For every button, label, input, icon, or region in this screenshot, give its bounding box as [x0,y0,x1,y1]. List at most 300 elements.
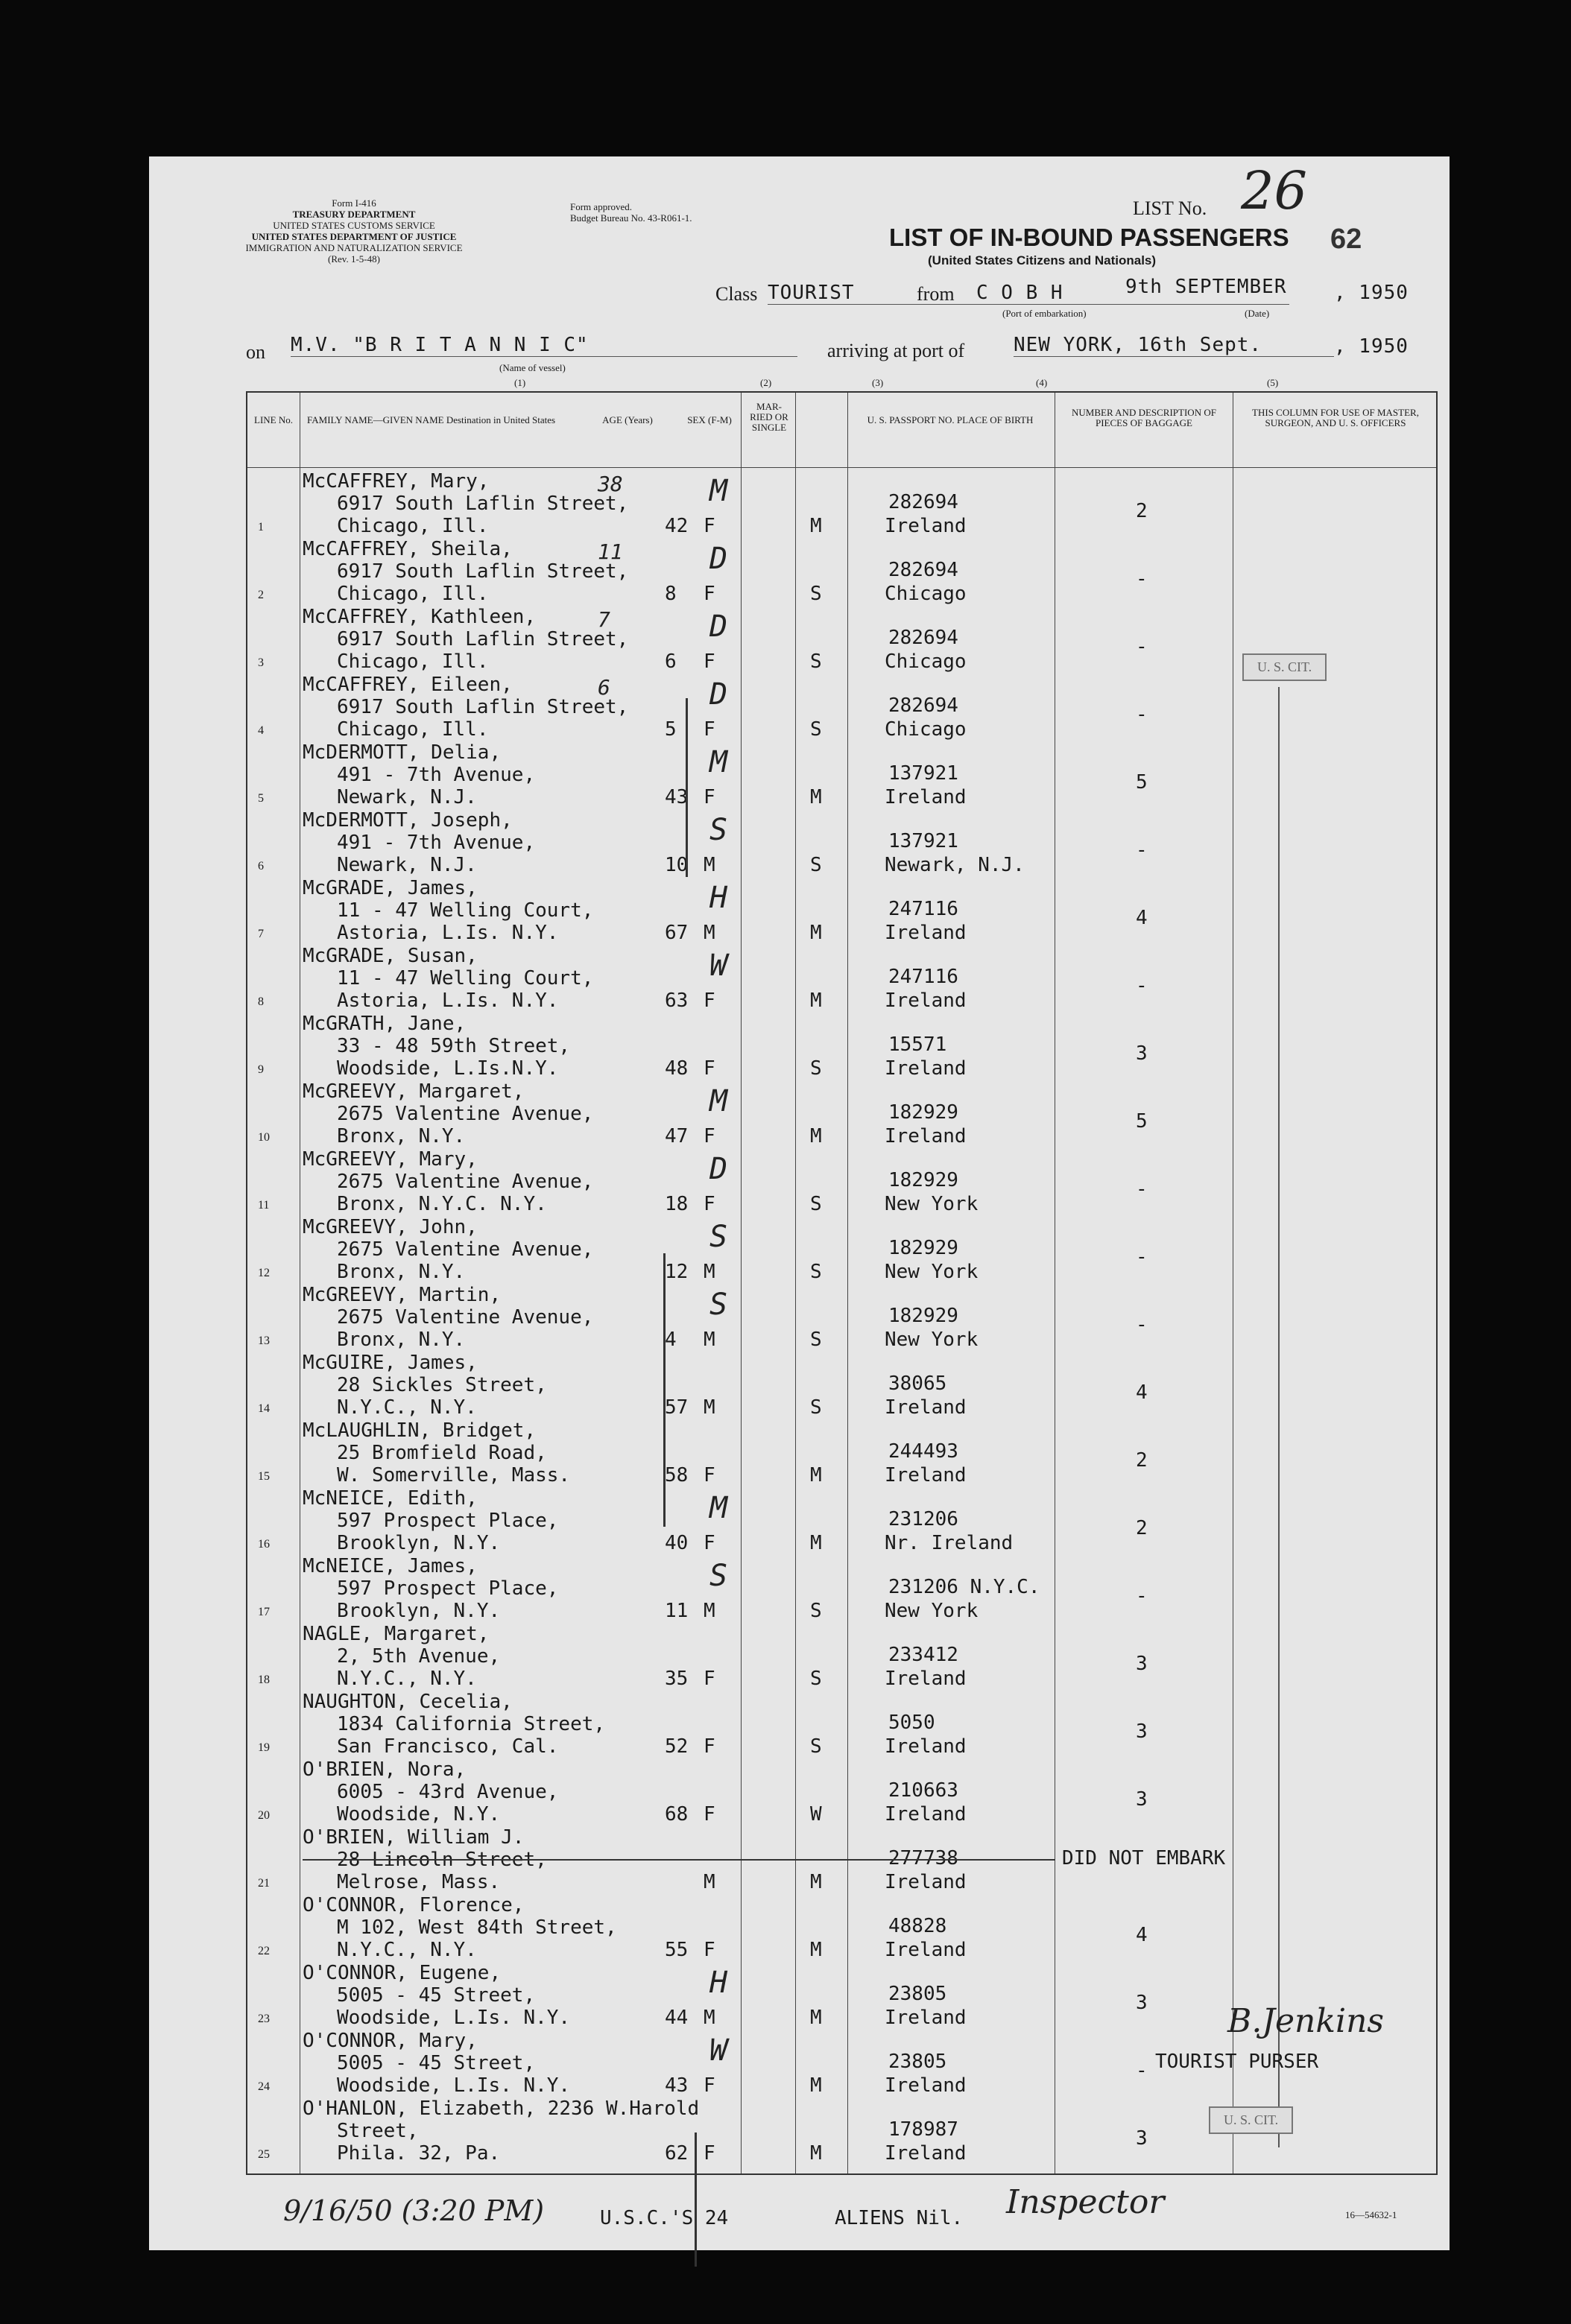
baggage-count: DID NOT EMBARK [1062,1847,1226,1869]
page-subtitle: (United States Citizens and Nationals) [928,253,1157,267]
place-of-birth: Ireland [885,1668,967,1690]
handwritten-relation: D [709,542,728,576]
passport-number: 277738 [888,1847,958,1869]
passenger-name: O'CONNOR, Florence, [303,1894,525,1916]
baggage-count: 5 [1136,1110,1148,1133]
baggage-count: 3 [1136,2127,1148,2150]
passenger-age: 62 [665,2142,689,2165]
passenger-age: 67 [665,922,689,944]
baggage-count: 2 [1136,1517,1148,1539]
marital-status: S [810,854,822,876]
budget-bureau: Budget Bureau No. 43-R061-1. [570,212,692,224]
marital-status: M [810,1125,822,1147]
col-header-officers: THIS COLUMN FOR USE OF MASTER, SURGEON, AND U. S. OFFICERS [1252,407,1419,428]
destination-city: Newark, N.J. [337,786,477,808]
passenger-age: 43 [665,786,689,808]
passport-number: 137921 [888,830,958,852]
marital-status: S [810,1057,822,1080]
passenger-sex: M [704,1600,715,1622]
handwritten-relation: H [709,1966,728,2000]
destination-street: 6917 South Laflin Street, [337,560,629,583]
passenger-sex: F [704,2142,715,2165]
marital-status: S [810,1735,822,1758]
table-row [247,809,1436,877]
table-row [247,538,1436,606]
destination-city: Phila. 32, Pa. [337,2142,501,2165]
passport-number: 38065 [888,1372,947,1395]
passenger-name: McGREEVY, John, [303,1216,478,1238]
place-of-birth: New York [885,1193,979,1215]
arriving-label: arriving at port of [827,340,965,361]
destination-street: 33 - 48 59th Street, [337,1035,571,1057]
embark-year: , 1950 [1334,282,1409,304]
passenger-age: 8 [665,583,677,605]
destination-city: Woodside, N.Y. [337,1803,501,1826]
dept-treasury: TREASURY DEPARTMENT [292,209,416,220]
destination-street: 6917 South Laflin Street, [337,696,629,718]
passport-number: 210663 [888,1779,958,1802]
passport-number: 48828 [888,1915,947,1937]
passenger-sex: F [704,583,715,605]
line-number: 7 [258,928,264,940]
baggage-count: 2 [1136,500,1148,522]
destination-street: 2675 Valentine Avenue, [337,1171,594,1193]
passport-number: 182929 [888,1237,958,1259]
handwritten-relation: S [709,1559,728,1593]
destination-city: San Francisco, Cal. [337,1735,559,1758]
col-number: (5) [1267,377,1279,388]
place-of-birth: Chicago [885,650,967,673]
place-of-birth: Newark, N.J. [885,854,1025,876]
passenger-sex: F [704,990,715,1012]
line-number: 4 [258,724,264,737]
destination-street: 2, 5th Avenue, [337,1645,501,1668]
line-number: 1 [258,521,264,533]
handwritten-age: 7 [598,607,610,632]
table-row [247,1758,1436,1826]
place-of-birth: Ireland [885,1464,967,1486]
baggage-count: 3 [1136,1042,1148,1065]
passenger-age: 43 [665,2074,689,2097]
destination-city: Astoria, L.Is. N.Y. [337,990,559,1012]
destination-city: W. Somerville, Mass. [337,1464,571,1486]
table-row [247,1080,1436,1148]
passenger-name: O'CONNOR, Eugene, [303,1962,502,1984]
inspector-signature: Inspector [1006,2183,1165,2221]
marital-status: S [810,1668,822,1690]
place-of-birth: Ireland [885,990,967,1012]
passenger-sex: M [704,2007,715,2029]
baggage-count: - [1136,1314,1148,1336]
passenger-age: 57 [665,1396,689,1419]
passenger-age: 6 [665,650,677,673]
destination-street: 25 Bromfield Road, [337,1442,547,1464]
line-number: 11 [258,1199,270,1212]
destination-city: Brooklyn, N.Y. [337,1532,501,1554]
destination-city: Melrose, Mass. [337,1871,501,1893]
marital-status: S [810,1261,822,1283]
inspection-date: 9/16/50 (3:20 PM) [283,2194,545,2227]
strikethrough-line [303,1859,1055,1861]
line-number: 8 [258,995,264,1008]
passenger-age: 55 [665,1939,689,1961]
passenger-name: O'BRIEN, Nora, [303,1758,467,1781]
destination-street: 11 - 47 Welling Court, [337,967,594,990]
passenger-sex: F [704,1735,715,1758]
passport-number: 137921 [888,762,958,785]
line-number: 9 [258,1063,264,1076]
line-number: 25 [258,2148,270,2161]
baggage-count: 3 [1136,1788,1148,1811]
col-number: (3) [872,377,884,388]
us-citizen-stamp: U. S. CIT. [1242,653,1327,681]
passport-number: 244493 [888,1440,958,1463]
table-row [247,1216,1436,1284]
destination-city: Newark, N.J. [337,854,477,876]
marital-status: M [810,1939,822,1961]
destination-city: Chicago, Ill. [337,515,489,537]
list-no-value: 26 [1241,160,1308,221]
col-header-line: LINE No. [254,414,293,425]
passenger-name: McGREEVY, Margaret, [303,1080,525,1103]
passenger-name: McCAFFREY, Sheila, [303,538,513,560]
passenger-sex: M [704,1871,715,1893]
destination-street: 491 - 7th Avenue, [337,764,536,786]
passenger-sex: M [704,1261,715,1283]
col-number: (2) [760,377,772,388]
list-no-label: LIST No. [1133,197,1207,219]
place-of-birth: Ireland [885,1125,967,1147]
passenger-sex: F [704,1939,715,1961]
arrival-port-date: NEW YORK, 16th Sept. [1014,334,1334,357]
place-of-birth: Ireland [885,2142,967,2165]
baggage-count: - [1136,1585,1148,1607]
passenger-name: McNEICE, Edith, [303,1487,478,1510]
form-revision: (Rev. 1-5-48) [328,253,380,265]
marital-status: M [810,2007,822,2029]
handwritten-relation: D [709,677,728,712]
form-number: Form I-416 [332,197,376,209]
baggage-count: 5 [1136,771,1148,794]
purser-title: TOURIST PURSER [1155,2051,1319,2073]
handwritten-age: 38 [598,472,623,496]
destination-street: 11 - 47 Welling Court, [337,899,594,922]
table-row [247,1487,1436,1555]
line-number: 14 [258,1402,270,1415]
baggage-count: 4 [1136,907,1148,929]
vessel-name: M.V. "B R I T A N N I C" [291,334,797,357]
passenger-sex: F [704,650,715,673]
passport-number: 282694 [888,694,958,717]
passenger-age: 12 [665,1261,689,1283]
destination-city: Bronx, N.Y. [337,1329,466,1351]
col-header-baggage: NUMBER AND DESCRIPTION OF PIECES OF BAGGAGE [1072,407,1216,428]
baggage-count: - [1136,568,1148,590]
place-of-birth: Ireland [885,2074,967,2097]
line-number: 16 [258,1538,270,1551]
passenger-age: 35 [665,1668,689,1690]
table-row [247,1826,1436,1894]
passenger-age: 5 [665,718,677,741]
passenger-sex: F [704,718,715,741]
form-approval-block [570,201,692,224]
place-of-birth: Ireland [885,922,967,944]
destination-street: M 102, West 84th Street, [337,1916,617,1939]
col-header-passport: U. S. PASSPORT NO. PLACE OF BIRTH [867,414,1034,425]
passport-number: 247116 [888,898,958,920]
passenger-name: McGREEVY, Mary, [303,1148,478,1171]
destination-city: N.Y.C., N.Y. [337,1939,477,1961]
handwritten-relation: S [709,1288,728,1322]
baggage-count: - [1136,839,1148,861]
marital-status: W [810,1803,822,1826]
passenger-sex: M [704,1329,715,1351]
col-number: (1) [514,377,526,388]
table-row [247,877,1436,945]
from-label: from [917,283,955,305]
passenger-name: NAGLE, Margaret, [303,1623,490,1645]
table-row [247,741,1436,809]
marital-status: M [810,515,822,537]
passenger-name: McNEICE, James, [303,1555,478,1577]
baggage-count: - [1136,1246,1148,1268]
passenger-sex: M [704,922,715,944]
passenger-age: 11 [665,1600,689,1622]
passport-number: 23805 [888,2051,947,2073]
passport-number: 282694 [888,627,958,649]
passenger-sex: F [704,1532,715,1554]
passenger-age: 52 [665,1735,689,1758]
passenger-name: McCAFFREY, Kathleen, [303,606,537,628]
col-header-age: AGE (Years) [602,414,653,425]
marital-status: S [810,650,822,673]
passport-number: 23805 [888,1983,947,2005]
destination-street: 2675 Valentine Avenue, [337,1306,594,1329]
destination-city: Woodside, L.Is. N.Y. [337,2007,571,2029]
marital-status: S [810,583,822,605]
arrival-year: , 1950 [1334,335,1409,358]
page-title: LIST OF IN-BOUND PASSENGERS [889,224,1289,251]
passenger-name: McGRATH, Jane, [303,1013,467,1035]
passenger-sex: F [704,1464,715,1486]
table-row [247,1419,1436,1487]
passenger-sex: F [704,786,715,808]
destination-city: Chicago, Ill. [337,650,489,673]
table-row [247,1148,1436,1216]
class-value: TOURIST [768,282,1028,305]
marital-status: M [810,1464,822,1486]
passenger-age: 4 [665,1329,677,1351]
col-header-married: MAR-RIED OR SINGLE [750,401,788,433]
destination-street: 2675 Valentine Avenue, [337,1238,594,1261]
line-number: 23 [258,2013,270,2025]
marital-status: S [810,1600,822,1622]
marital-status: M [810,922,822,944]
line-number: 5 [258,792,264,805]
passenger-name: O'HANLON, Elizabeth, 2236 W.Harold [303,2097,700,2120]
handwritten-relation: M [709,474,728,508]
passenger-name: McLAUGHLIN, Bridget, [303,1419,537,1442]
line-number: 6 [258,860,264,873]
handwritten-relation: M [709,1084,728,1118]
table-row [247,1284,1436,1352]
baggage-count: - [1136,975,1148,997]
handwritten-age: 11 [598,539,623,564]
passenger-name: McCAFFREY, Eileen, [303,674,513,696]
baggage-count: 4 [1136,1924,1148,1946]
passenger-age: 58 [665,1464,689,1486]
passport-number: 182929 [888,1101,958,1124]
marital-status: M [810,990,822,1012]
form-code: 16—54632-1 [1345,2209,1397,2220]
place-of-birth: Ireland [885,1396,967,1419]
place-of-birth: Nr. Ireland [885,1532,1014,1554]
passenger-age: 63 [665,990,689,1012]
destination-street: Street, [337,2120,419,2142]
baggage-count: 3 [1136,1653,1148,1675]
place-of-birth: Ireland [885,1735,967,1758]
passenger-name: McGREEVY, Martin, [303,1284,502,1306]
us-citizen-stamp: U. S. CIT. [1209,2106,1293,2134]
passenger-name: McCAFFREY, Mary, [303,470,490,493]
table-row [247,470,1436,538]
passport-number: 5050 [888,1712,935,1734]
usc-count: U.S.C.'S 24 [600,2207,729,2229]
passenger-age: 18 [665,1193,689,1215]
class-label: Class [715,283,758,305]
passenger-sex: F [704,1193,715,1215]
passenger-age: 48 [665,1057,689,1080]
table-row [247,1352,1436,1419]
place-of-birth: Chicago [885,718,967,741]
handwritten-relation: D [709,1152,728,1186]
marital-status: S [810,1193,822,1215]
passport-number: 282694 [888,491,958,513]
line-number: 13 [258,1334,270,1347]
passport-number: 182929 [888,1305,958,1327]
dept-immigration: IMMIGRATION AND NATURALIZATION SERVICE [245,242,463,253]
destination-city: Bronx, N.Y.C. N.Y. [337,1193,547,1215]
purser-signature: B.Jenkins [1227,2002,1384,2040]
destination-street: 6917 South Laflin Street, [337,493,629,515]
baggage-count: 3 [1136,1992,1148,2014]
destination-street: 5005 - 45 Street, [337,2052,536,2074]
baggage-count: - [1136,1178,1148,1200]
place-of-birth: Ireland [885,1939,967,1961]
passport-number: 178987 [888,2118,958,2141]
place-of-birth: Chicago [885,583,967,605]
handwritten-relation: H [709,881,728,915]
col-header-name: FAMILY NAME—GIVEN NAME Destination in United States [307,414,556,425]
table-row [247,945,1436,1013]
marital-status: S [810,1329,822,1351]
col-header-sex: SEX (F-M) [687,414,732,425]
marital-status: S [810,718,822,741]
destination-city: N.Y.C., N.Y. [337,1668,477,1690]
destination-street: 6917 South Laflin Street, [337,628,629,650]
col-number: (4) [1036,377,1048,388]
passenger-sex: F [704,2074,715,2097]
passport-number: 231206 N.Y.C. [888,1576,1040,1598]
line-number: 3 [258,656,264,669]
handwritten-relation: D [709,610,728,644]
table-row [247,674,1436,741]
line-number: 2 [258,589,264,601]
place-of-birth: New York [885,1329,979,1351]
passenger-sex: F [704,515,715,537]
destination-city: Chicago, Ill. [337,583,489,605]
handwritten-relation: S [709,813,728,847]
passenger-table [246,391,1438,2175]
handwritten-relation: W [709,949,728,983]
table-row [247,1894,1436,1962]
passenger-sex: M [704,1396,715,1419]
place-of-birth: New York [885,1261,979,1283]
destination-city: N.Y.C., N.Y. [337,1396,477,1419]
passport-number: 247116 [888,966,958,988]
destination-street: 2675 Valentine Avenue, [337,1103,594,1125]
place-of-birth: New York [885,1600,979,1622]
passenger-name: McGRADE, James, [303,877,478,899]
baggage-count: - [1136,703,1148,726]
destination-street: 28 Sickles Street, [337,1374,547,1396]
dept-justice: UNITED STATES DEPARTMENT OF JUSTICE [251,231,457,242]
place-of-birth: Ireland [885,1803,967,1826]
passport-number: 15571 [888,1033,947,1056]
line-number: 12 [258,1267,270,1279]
marital-status: M [810,1871,822,1893]
passport-number: 182929 [888,1169,958,1191]
passenger-age: 68 [665,1803,689,1826]
handwritten-age: 6 [598,675,610,700]
handwritten-relation: W [709,2033,728,2068]
aliens-count: ALIENS Nil. [835,2207,964,2229]
baggage-count: - [1136,636,1148,658]
destination-city: Bronx, N.Y. [337,1125,466,1147]
destination-street: 597 Prospect Place, [337,1577,559,1600]
passenger-sex: F [704,1125,715,1147]
passenger-age: 42 [665,515,689,537]
destination-city: Woodside, L.Is.N.Y. [337,1057,559,1080]
destination-city: Astoria, L.Is. N.Y. [337,922,559,944]
passenger-name: NAUGHTON, Cecelia, [303,1691,513,1713]
destination-street: 6005 - 43rd Avenue, [337,1781,559,1803]
passenger-list-page [149,156,1450,2250]
baggage-count: 2 [1136,1449,1148,1472]
destination-street: 28 Lincoln Street, [337,1849,547,1871]
marital-status: M [810,1532,822,1554]
embark-caption: (Port of embarkation) [1002,308,1087,319]
marital-status: M [810,2142,822,2165]
table-row [247,1555,1436,1623]
destination-street: 597 Prospect Place, [337,1510,559,1532]
passenger-name: O'CONNOR, Mary, [303,2030,478,2052]
destination-city: Brooklyn, N.Y. [337,1600,501,1622]
place-of-birth: Ireland [885,1871,967,1893]
line-number: 10 [258,1131,270,1144]
destination-street: 1834 California Street, [337,1713,606,1735]
line-number: 24 [258,2080,270,2093]
passenger-age: 44 [665,2007,689,2029]
destination-city: Chicago, Ill. [337,718,489,741]
baggage-count: 4 [1136,1381,1148,1404]
place-of-birth: Ireland [885,786,967,808]
passport-number: 233412 [888,1644,958,1666]
passenger-age: 40 [665,1532,689,1554]
line-number: 21 [258,1877,270,1890]
line-number: 18 [258,1674,270,1686]
handwritten-relation: M [709,745,728,779]
